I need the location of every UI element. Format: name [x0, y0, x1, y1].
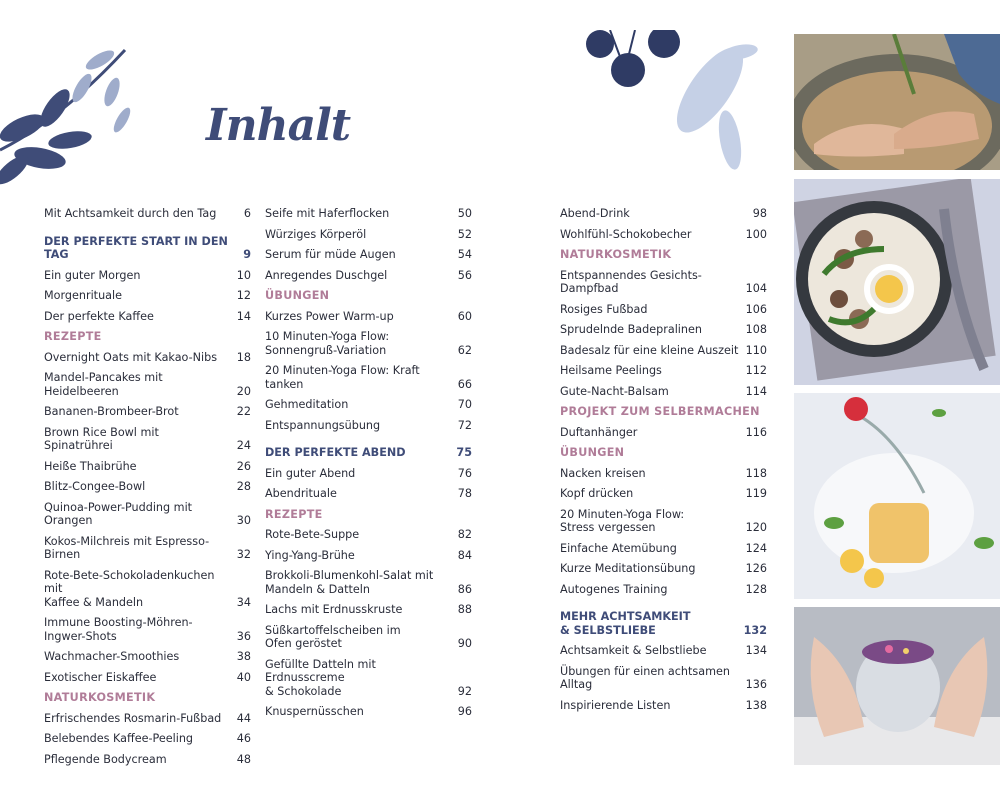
toc-entry[interactable] — [265, 549, 472, 563]
toc-entry[interactable] — [265, 419, 472, 433]
toc-entry[interactable] — [560, 665, 767, 692]
toc-entry[interactable] — [265, 248, 472, 262]
toc-page-number: 119 — [745, 487, 767, 500]
toc-entry-title: Exotischer Eiskaffee — [44, 670, 157, 684]
toc-entry-title: Immune Boosting-Möhren- Ingwer-Shots — [44, 616, 193, 643]
toc-entry-title: Kurzes Power Warm-up — [265, 309, 394, 323]
toc-entry-title: Kopf drücken — [560, 487, 634, 500]
toc-entry-title: 20 Minuten-Yoga Flow: Kraft tanken — [265, 364, 420, 391]
toc-page-number: 44 — [236, 711, 251, 725]
toc-entry-title: Süßkartoffelscheiben im Ofen geröstet — [265, 623, 401, 650]
toc-entry[interactable] — [265, 228, 472, 242]
toc-page-number: 20 — [236, 384, 251, 398]
toc-chapter-heading[interactable] — [44, 235, 251, 262]
toc-entry[interactable] — [44, 712, 251, 726]
toc-page-number: 36 — [236, 629, 251, 643]
toc-entry-title: Badesalz für eine kleine Auszeit — [560, 343, 739, 357]
toc-entry-title: Übungen für einen achtsamen Alltag — [560, 664, 730, 691]
toc-category-heading: REZEPTE — [265, 507, 323, 521]
toc-entry[interactable] — [265, 467, 472, 481]
toc-page-number: 22 — [236, 405, 251, 418]
toc-page-number: 46 — [236, 732, 251, 745]
toc-entry[interactable] — [44, 501, 251, 528]
toc-entry-title: Einfache Atemübung — [560, 541, 677, 555]
toc-page-number: 10 — [236, 268, 251, 282]
toc-column-2 — [265, 207, 472, 726]
toc-entry-title: Overnight Oats mit Kakao-Nibs — [44, 350, 218, 364]
toc-entry[interactable] — [560, 303, 767, 317]
toc-entry[interactable] — [265, 658, 472, 699]
toc-entry-title: Wachmacher-Smoothies — [44, 650, 180, 663]
toc-entry-title: Rosiges Fußbad — [560, 302, 648, 316]
toc-page-number: 14 — [236, 309, 251, 323]
toc-entry[interactable] — [265, 569, 472, 596]
toc-page-number: 56 — [457, 268, 472, 282]
toc-entry-title: Quinoa-Power-Pudding mit Orangen — [44, 500, 193, 527]
section-spacer — [560, 603, 767, 610]
toc-page-number: 6 — [243, 207, 251, 220]
toc-entry-title: Mit Achtsamkeit durch den Tag — [44, 207, 217, 220]
toc-page-number: 108 — [745, 323, 767, 336]
toc-entry-title: Kurze Meditationsübung — [560, 562, 696, 575]
toc-entry[interactable] — [44, 569, 251, 610]
toc-entry[interactable] — [44, 650, 251, 664]
toc-entry[interactable] — [265, 624, 472, 651]
toc-entry-title: Entspannendes Gesichts-Dampfbad — [560, 268, 702, 295]
toc-page-number: 120 — [745, 521, 767, 534]
toc-page-number: 70 — [457, 398, 472, 411]
toc-page-number: 98 — [752, 207, 767, 220]
toc-entry[interactable] — [44, 405, 251, 419]
toc-entry-title: Rote-Bete-Suppe — [265, 528, 360, 541]
leaf-branch-illustration — [0, 30, 140, 190]
toc-entry-title: Seife mit Haferflocken — [265, 207, 390, 220]
toc-entry-title: Belebendes Kaffee-Peeling — [44, 732, 194, 745]
toc-entry[interactable] — [44, 753, 251, 767]
toc-entry-title: Anregendes Duschgel — [265, 268, 388, 282]
toc-entry[interactable] — [44, 426, 251, 453]
toc-entry-title: Sprudelnde Badepralinen — [560, 323, 702, 336]
toc-page-number: 48 — [236, 752, 251, 766]
toc-page-number: 96 — [457, 705, 472, 718]
toc-page-number: 126 — [745, 562, 767, 575]
toc-page-number: 62 — [457, 343, 472, 357]
toc-entry[interactable] — [265, 603, 472, 617]
toc-entry[interactable] — [560, 699, 767, 713]
toc-entry-title: 10 Minuten-Yoga Flow: Sonnengruß-Variation — [265, 330, 390, 357]
toc-entry[interactable] — [44, 289, 251, 303]
toc-category-heading: NATURKOSMETIK — [560, 248, 672, 261]
toc-entry-title: 20 Minuten-Yoga Flow: Stress vergessen — [560, 507, 685, 534]
toc-page-number: 128 — [745, 582, 767, 596]
toc-entry[interactable] — [560, 344, 767, 358]
toc-page-number: 100 — [745, 227, 767, 241]
toc-entry[interactable] — [560, 644, 767, 658]
toc-entry-title: Brokkoli-Blumenkohl-Salat mit Mandeln & Datteln — [265, 569, 434, 596]
toc-entry-title: Duftanhänger — [560, 425, 638, 439]
toc-entry[interactable] — [44, 480, 251, 494]
section-spacer — [265, 439, 472, 446]
breakfast-bowl-photo — [794, 179, 1000, 385]
toc-page-number: 116 — [745, 425, 767, 439]
toc-entry-title: Achtsamkeit & Selbstliebe — [560, 644, 707, 657]
toc-page-number: 52 — [457, 227, 472, 241]
toc-entry[interactable] — [265, 364, 472, 391]
toc-page-number: 82 — [457, 528, 472, 541]
toc-entry[interactable] — [265, 705, 472, 719]
toc-page-number: 84 — [457, 548, 472, 562]
toc-entry-title: Gute-Nacht-Balsam — [560, 384, 669, 398]
toc-entry[interactable] — [265, 528, 472, 542]
hands-holding-cup-photo — [794, 607, 1000, 765]
toc-page-number: 76 — [457, 466, 472, 480]
toc-page-number: 30 — [236, 514, 251, 527]
toc-column-1 — [44, 207, 251, 773]
toc-entry[interactable] — [560, 207, 767, 221]
toc-entry-title: Serum für müde Augen — [265, 248, 396, 261]
toc-entry[interactable] — [265, 310, 472, 324]
toc-entry[interactable] — [560, 426, 767, 440]
toc-page-number: 40 — [236, 670, 251, 684]
toc-entry-title: Gehmeditation — [265, 398, 349, 411]
section-spacer — [44, 228, 251, 235]
toc-entry-title: Abend-Drink — [560, 207, 630, 220]
toc-page-number: 24 — [236, 439, 251, 452]
toc-entry-title: Mandel-Pancakes mit Heidelbeeren — [44, 371, 163, 398]
toc-page-number: 78 — [457, 487, 472, 500]
toc-page-number: 26 — [236, 459, 251, 473]
toc-page-number: 134 — [745, 644, 767, 657]
toc-entry[interactable] — [44, 732, 251, 746]
berry-branch-illustration — [580, 30, 780, 180]
toc-entry[interactable] — [560, 228, 767, 242]
toc-page-number: 114 — [745, 384, 767, 398]
bath-salt-honeycomb-photo — [794, 393, 1000, 599]
toc-entry-title: Blitz-Congee-Bowl — [44, 480, 146, 493]
toc-entry-title: Kokos-Milchreis mit Espresso-Birnen — [44, 534, 210, 561]
toc-page-number: 92 — [457, 684, 472, 698]
toc-entry-title: DER PERFEKTE START IN DEN TAG — [44, 234, 228, 261]
toc-page-number: 124 — [745, 541, 767, 555]
toc-page-number: 18 — [236, 350, 251, 364]
toc-category-heading: ÜBUNGEN — [560, 446, 625, 459]
toc-column-3 — [560, 207, 767, 719]
toc-chapter-heading[interactable] — [560, 610, 767, 637]
toc-entry-title: Nacken kreisen — [560, 466, 646, 480]
toc-entry-title: Bananen-Brombeer-Brot — [44, 405, 179, 418]
toc-entry[interactable] — [44, 616, 251, 643]
toc-category-heading: ÜBUNGEN — [265, 289, 330, 302]
toc-page-number: 54 — [457, 248, 472, 261]
toc-entry[interactable] — [265, 207, 472, 221]
toc-category-heading: NATURKOSMETIK — [44, 691, 156, 704]
page-title: Inhalt — [206, 100, 351, 151]
toc-page-number: 118 — [745, 466, 767, 480]
toc-entry-title: Brown Rice Bowl mit Spinatrührei — [44, 425, 159, 452]
toc-page-number: 34 — [236, 595, 251, 609]
toc-entry[interactable] — [560, 385, 767, 399]
toc-entry-title: Pflegende Bodycream — [44, 752, 167, 766]
toc-entry[interactable] — [44, 207, 251, 221]
toc-page-number: 9 — [243, 248, 251, 261]
toc-entry[interactable] — [560, 467, 767, 481]
toc-category-heading: REZEPTE — [44, 330, 102, 343]
toc-page-number: 86 — [457, 582, 472, 596]
toc-page-number: 138 — [745, 698, 767, 712]
toc-entry-title: Lachs mit Erdnusskruste — [265, 603, 403, 616]
toc-page-number: 28 — [236, 480, 251, 493]
toc-entry[interactable] — [265, 487, 472, 501]
toc-entry-title: Heiße Thaibrühe — [44, 459, 137, 473]
toc-page-number: 90 — [457, 637, 472, 650]
toc-page-number: 50 — [457, 207, 472, 220]
toc-page-number: 75 — [456, 446, 472, 459]
toc-page-number: 12 — [236, 289, 251, 302]
foot-bath-photo — [794, 34, 1000, 170]
toc-entry[interactable] — [44, 460, 251, 474]
toc-entry[interactable] — [560, 508, 767, 535]
toc-entry[interactable] — [560, 562, 767, 576]
toc-page-number: 110 — [745, 343, 767, 357]
toc-entry-title: MEHR ACHTSAMKEIT & SELBSTLIEBE — [560, 610, 691, 637]
toc-entry-title: Ying-Yang-Brühe — [265, 548, 355, 562]
toc-entry[interactable] — [560, 364, 767, 378]
toc-entry-title: Abendrituale — [265, 487, 337, 500]
toc-entry[interactable] — [560, 542, 767, 556]
toc-entry[interactable] — [560, 323, 767, 337]
toc-entry-title: Wohlfühl-Schokobecher — [560, 227, 692, 241]
toc-entry[interactable] — [560, 583, 767, 597]
toc-entry-title: Erfrischendes Rosmarin-Fußbad — [44, 711, 222, 725]
toc-entry-title: Gefüllte Datteln mit Erdnusscreme & Schokolade — [265, 657, 376, 698]
toc-entry-title: Knuspernüsschen — [265, 705, 364, 718]
toc-chapter-heading[interactable] — [265, 446, 472, 460]
toc-entry[interactable] — [560, 269, 767, 296]
toc-category-heading: PROJEKT ZUM SELBERMACHEN — [560, 405, 760, 418]
toc-entry-title: Autogenes Training — [560, 582, 668, 596]
toc-page-number: 38 — [236, 650, 251, 663]
toc-entry[interactable] — [44, 671, 251, 685]
toc-page-number: 32 — [236, 548, 251, 561]
toc-entry[interactable] — [265, 269, 472, 283]
toc-page-number: 66 — [457, 377, 472, 391]
toc-entry-title: Ein guter Morgen — [44, 268, 141, 282]
toc-entry-title: DER PERFEKTE ABEND — [265, 446, 406, 459]
toc-page-number: 106 — [745, 302, 767, 316]
toc-entry-title: Rote-Bete-Schokoladenkuchen mit Kaffee & Mandeln — [44, 568, 215, 609]
toc-page-number: 72 — [457, 418, 472, 432]
toc-entry[interactable] — [44, 351, 251, 365]
toc-entry[interactable] — [265, 330, 472, 357]
toc-entry[interactable] — [560, 487, 767, 501]
toc-page-number: 132 — [743, 623, 767, 637]
toc-entry-title: Ein guter Abend — [265, 466, 356, 480]
toc-entry-title: Morgenrituale — [44, 289, 123, 302]
toc-page-number: 136 — [745, 678, 767, 691]
toc-entry[interactable] — [44, 310, 251, 324]
toc-entry[interactable] — [44, 535, 251, 562]
toc-entry[interactable] — [44, 371, 251, 398]
toc-page-number: 88 — [457, 603, 472, 616]
toc-entry-title: Würziges Körperöl — [265, 227, 367, 241]
toc-page-number: 104 — [745, 282, 767, 295]
toc-entry[interactable] — [265, 398, 472, 412]
toc-entry-title: Inspirierende Listen — [560, 698, 671, 712]
toc-entry-title: Entspannungsübung — [265, 418, 381, 432]
toc-page-number: 112 — [745, 364, 767, 377]
toc-entry[interactable] — [44, 269, 251, 283]
toc-entry-title: Der perfekte Kaffee — [44, 309, 154, 323]
toc-entry-title: Heilsame Peelings — [560, 364, 662, 377]
toc-page-number: 60 — [457, 309, 472, 323]
